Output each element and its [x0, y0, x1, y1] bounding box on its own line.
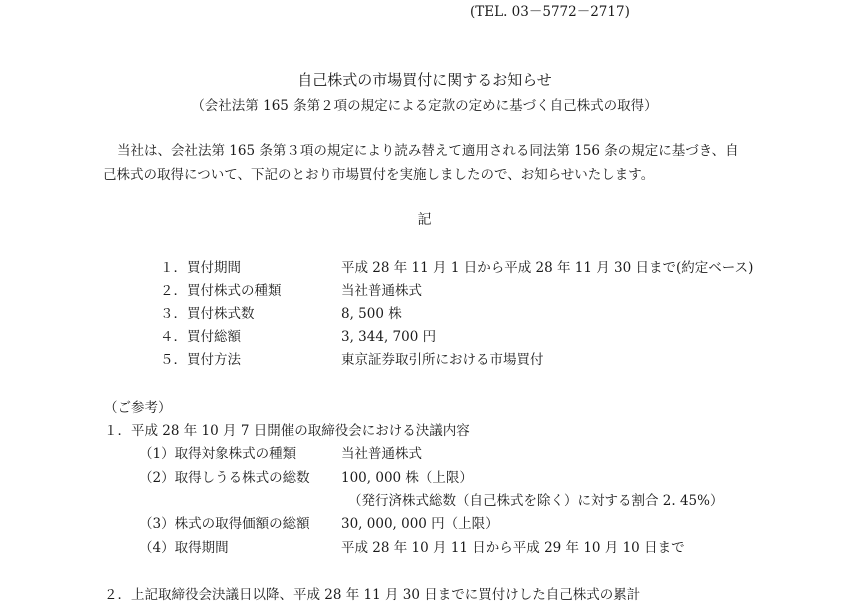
ki-heading: 記 — [417, 212, 432, 228]
item-value-share-type: 当社普通株式 — [341, 283, 422, 299]
item-value-purchase-method: 東京証券取引所における市場買付 — [341, 352, 544, 368]
item-label-share-type: ２．買付株式の種類 — [160, 283, 282, 299]
item-value-total-amount: 3, 344, 700 円 — [341, 329, 437, 345]
reference-section-2-title: ２．上記取締役会決議日以降、平成 28 年 11 月 30 日までに買付けした自己株式の累計 — [104, 587, 641, 603]
ref-value-max-shares: 100, 000 株（上限） — [341, 470, 473, 486]
intro-paragraph-line-2: 己株式の取得について、下記のとおり市場買付を実施しましたので、お知らせいたします。 — [103, 167, 655, 183]
item-label-share-count: ３．買付株式数 — [160, 306, 255, 322]
ref-label-period: （4）取得期間 — [139, 540, 229, 556]
notice-subtitle: （会社法第 165 条第２項の規定による定款の定めに基づく自己株式の取得） — [191, 98, 658, 114]
intro-paragraph-line-1: 当社は、会社法第 165 条第３項の規定により読み替えて適用される同法第 156 条の規定に基づき、自 — [117, 143, 739, 159]
item-value-purchase-period: 平成 28 年 11 月 1 日から平成 28 年 11 月 30 日まで(約定ベース) — [341, 260, 754, 276]
item-label-total-amount: ４．買付総額 — [160, 329, 241, 345]
item-value-share-count: 8, 500 株 — [341, 306, 402, 322]
ref-value-max-amount: 30, 000, 000 円（上限） — [341, 516, 499, 532]
reference-section-1-title: １．平成 28 年 10 月 7 日開催の取締役会における決議内容 — [104, 423, 470, 439]
ref-label-max-shares: （2）取得しうる株式の総数 — [139, 470, 310, 486]
item-label-purchase-period: １．買付期間 — [160, 260, 241, 276]
item-label-purchase-method: ５．買付方法 — [160, 352, 241, 368]
ref-value-share-ratio: （発行済株式総数（自己株式を除く）に対する割合 2. 45%） — [348, 493, 724, 509]
reference-heading: （ご参考） — [104, 400, 172, 416]
ref-value-share-type: 当社普通株式 — [341, 446, 422, 462]
ref-label-share-type: （1）取得対象株式の種類 — [139, 446, 297, 462]
notice-title: 自己株式の市場買付に関するお知らせ — [297, 71, 552, 89]
ref-value-period: 平成 28 年 10 月 11 日から平成 29 年 10 月 10 日まで — [341, 540, 685, 556]
ref-label-max-amount: （3）株式の取得価額の総額 — [139, 516, 310, 532]
contact-tel: (TEL. 03－5772－2717) — [470, 4, 630, 20]
